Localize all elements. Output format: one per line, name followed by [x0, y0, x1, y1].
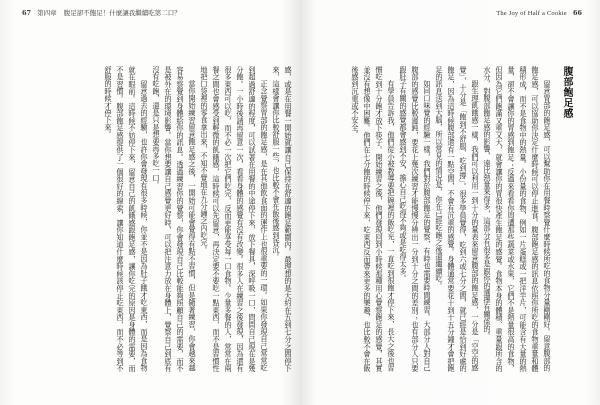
chapter-title: 腹足卻不飽足！什麼讓我繼續吃第二口？ — [63, 9, 181, 17]
paragraph: 當你開始練習留意飽足感之後，一開始可能會覺得有點不習慣，但是隨著練習，你會越來越容易察覺到身體給你的訊息。透過練習你的覺察，你會發現自己比較能夠照顧自己的需要，而不是被外在的環境影響。當你想要讓自己感覺更好時，可以把注意力放在身體上，覺察自己到底有沒有吃飽，還是只是想要再多吃一口。 — [152, 66, 197, 372]
paragraph: 正念覺察胃部的飽足感，是在其他飲食面的運作上也很重要的一環。如果你發現自己常常吃到超過舒適的程度，可以試著在用餐的中途停下來，放下餐具，深呼吸一口，問問自己現在是幾分飽。一小時後請再留意一次，看看身體的感覺有沒有改變。很多人在練習之後發現，因為還有很多東西可以吃，而不必一次把它們吃完，反而更能享受每一口食物。少量多餐的人，常常在兩餐之間也會感受到輕微的飢餓感，這時候可以先留意，再決定要不要吃一點東西，而不是習慣性地把口袋裡的零食拿出來，不知不覺地在九分鐘之內吃完。 — [200, 66, 269, 372]
book-title: The Joy of Half a Cookie — [496, 10, 567, 17]
right-page-number: 66 — [572, 9, 582, 17]
paragraph: 跟生理飢餓感一樣，我們可以利用一到十分的量表來留意腹部的飽足感，一分是「空空的感覺」，十分是「飽到不舒服、吃到撐」。很多學員覺得，吃到六或七分之間，就已經是恰到好處的飽足，因為這時候腹部還有一點空間，不會有沉重的感覺。身體通常要花十到十五分鐘才會把飽足的訊息送到大腦，所以常見的情況是，你在已經吃飽之後還繼續吃。 — [435, 66, 480, 372]
chapter-label: 第四章 — [37, 9, 57, 17]
left-page-number: 67 — [22, 9, 32, 17]
paragraph: 留意胃部的飽足感，可以幫助你在用餐時察覺什麼時候所吃的食物分量剛剛好。留意腹部的飽足感，可以協助你決定什麼時候可以停止進食。腹部飽足感的訊息依照你所吃的食物重量和體積形成，而不是食物中的熱量。小份量的食物，例如一片蛋糕或一把洋芋片，可能含有大量的熱量，卻不會讓你的胃感到飽足；反過來看看你周遭那些蔬菜或水果，它們不是熱量很高的食物，但因為它們飽滿又重又大，就會讓你的胃很快產生飽足的感覺。食物本身的體積、重量跟所含的水分，對腹部飽足感的影響，遠比熱量來得多，這部分有很多是跟你的選擇有關係的。 — [483, 66, 552, 372]
right-running-header — [496, 9, 586, 18]
paragraph-continued: 感，或是在用餐一開始就讓自己保持在舒適的飽足範圍內。最理想的是大約在五到七分之間停下來，這樣會讓你比較舒服一些，也比較不會在飯後感到昏沉。 — [272, 66, 293, 372]
left-page-text — [48, 66, 294, 372]
paragraph: 如同口味覺的經驗一樣，我們對於腹部飽足的覺察，有時也需要時間練習。大部分人對自己腹部的感覺比較遲鈍，要花上幾次練習才能慢慢分辨出一分到十分之間的差別；也有部分人只要跟肚子有關的感覺都會感到不安，擔心自己吃得不夠或是吃得太多。 — [399, 66, 432, 372]
paragraph: 有學員告訴我，他們從小被教導要把碗裡的飯吃光，一直吃到很飽才停下來，長大之後也習慣吃到十分飽才放下筷子。開始練習之後，他們發現回到小時候那種用心覺察飽足的感覺，其實並沒有想像中困難。他們在七分飽的時候停下來，吃東西反而帶來更多的樂趣，也比較不會在飯後感到沉重或不安全。 — [351, 66, 396, 372]
paragraph: 留意過去的經驗，也許你會發現有很多時候，你並不是因為肚子餓才吃東西，而是因為食物就在眼前。這時候不妨停下來，留意自己的飢餓感跟飽足感，讓你吃完的原因是身體的需要，而不是習慣。腹部飽足感提供了一個很好的線索，讓你知道什麼時候該停止吃東西，而不必等到不舒服的時候才停下來。 — [104, 66, 149, 372]
right-page-text — [313, 66, 573, 372]
left-running-header — [18, 9, 181, 18]
section-heading: 腹部飽足感 — [561, 66, 572, 119]
